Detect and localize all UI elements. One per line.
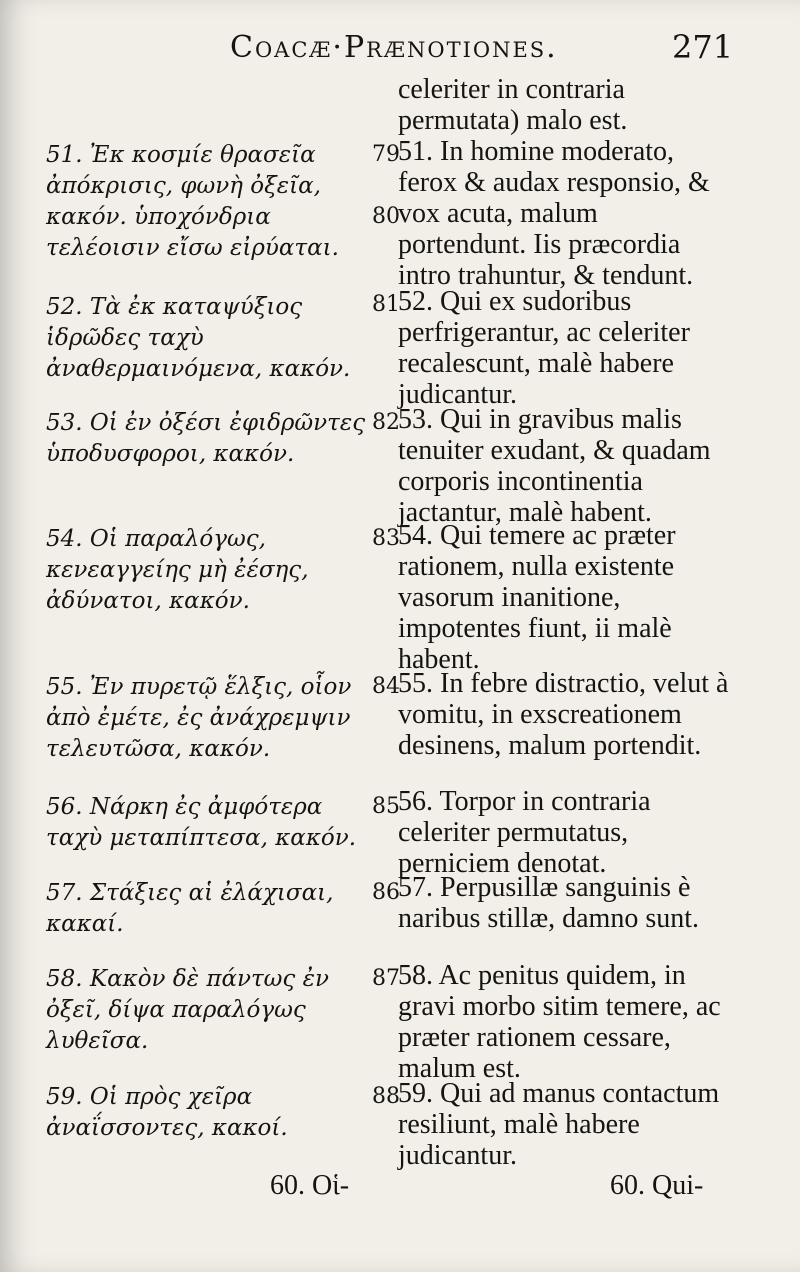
line-number: 81 xyxy=(372,292,400,317)
greek-aphorism-54 xyxy=(46,524,376,617)
line-number: 88 xyxy=(372,1084,400,1109)
latin-aphorism-51: 51. In homine moderato, ferox & audax responsio, & vox acuta, malum portendunt. Iis præcordia intro trahuntur, & tendunt. xyxy=(398,136,710,291)
aphorism-number: 53. xyxy=(46,410,83,436)
aphorism-number: 56. xyxy=(46,794,83,820)
catchword-latin: 60. Qui- xyxy=(610,1170,704,1201)
greek-aphorism-53 xyxy=(46,408,376,470)
aphorism-text: Ἐκ κοσμίε θρασεῖα ἀπόκρισις, φωνὴ ὀξεῖα, κακόν. ὑποχόνδρια τελέοισιν εἴσω εἰρύαται. xyxy=(46,142,339,261)
latin-aphorism-54: 54. Qui temere ac præter rationem, nulla existente vasorum inanitione, impotentes fiunt, ii malè habent. xyxy=(398,520,676,675)
latin-aphorism-53: 53. Qui in gravibus malis tenuiter exudant, & quadam corporis incontinentia jactantur, malè habent. xyxy=(398,404,711,528)
aphorism-text: Οἱ πρὸς χεῖρα ἀναΐσσοντες, κακοί. xyxy=(46,1084,288,1141)
aphorism-text: Στάξιες αἱ ἐλάχισαι, κακαί. xyxy=(46,880,334,937)
greek-aphorism-51 xyxy=(46,140,376,264)
greek-aphorism-59 xyxy=(46,1082,376,1144)
line-number: 86 xyxy=(372,880,400,905)
latin-aphorism-57: 57. Perpusillæ sanguinis è naribus stillæ, damno sunt. xyxy=(398,872,699,934)
latin-aphorism-59: 59. Qui ad manus contactum resiliunt, malè habere judicantur. xyxy=(398,1078,720,1171)
aphorism-number: 55. xyxy=(46,674,83,700)
line-number: 83 xyxy=(372,526,400,551)
aphorism-text: Οἱ ἐν ὀξέσι ἐφιδρῶντες ὑποδυσφοροι, κακόν. xyxy=(46,410,366,467)
aphorism-number: 59. xyxy=(46,1084,83,1110)
aphorism-text: Οἱ παραλόγως, κενεαγγείης μὴ ἐέσης, ἀδύνατοι, κακόν. xyxy=(46,526,309,614)
greek-aphorism-52 xyxy=(46,292,376,385)
line-number: 85 xyxy=(372,794,400,819)
aphorism-number: 58. xyxy=(46,966,83,992)
greek-aphorism-58 xyxy=(46,964,376,1057)
running-title: Coacæ·Prænotiones. xyxy=(230,30,558,65)
latin-continuation: celeriter in contraria permutata) malo est. xyxy=(398,74,628,136)
aphorism-number: 57. xyxy=(46,880,83,906)
greek-aphorism-56 xyxy=(46,792,376,854)
line-number: 79 xyxy=(372,142,400,167)
page-number: 271 xyxy=(672,28,734,66)
latin-aphorism-58: 58. Ac penitus quidem, in gravi morbo sitim temere, ac præter rationem cessare, malum est. xyxy=(398,960,721,1084)
aphorism-text: Νάρκη ἐς ἀμφότερα ταχὺ μεταπίπτεσα, κακόν. xyxy=(46,794,357,851)
line-number: 82 xyxy=(372,410,400,435)
latin-aphorism-55: 55. In febre distractio, velut à vomitu, in exscreationem desinens, malum portendit. xyxy=(398,668,729,761)
aphorism-number: 54. xyxy=(46,526,83,552)
latin-aphorism-52: 52. Qui ex sudoribus perfrigerantur, ac celeriter recalescunt, malè habere judicantur. xyxy=(398,286,690,410)
line-number: 87 xyxy=(372,966,400,991)
line-number: 84 xyxy=(372,674,400,699)
aphorism-number: 51. xyxy=(46,142,83,168)
greek-aphorism-57 xyxy=(46,878,376,940)
line-number: 80 xyxy=(372,204,400,229)
aphorism-number: 52. xyxy=(46,294,83,320)
aphorism-text: Κακὸν δὲ πάντως ἐν ὀξεῖ, δίψα παραλόγως λυθεῖσα. xyxy=(46,966,329,1054)
aphorism-text: Τὰ ἐκ καταψύξιος ἱδρῶδες ταχὺ ἀναθερμαινόμενα, κακόν. xyxy=(46,294,351,382)
aphorism-text: Ἐν πυρετῷ ἕλξις, οἷον ἀπὸ ἐμέτε, ἐς ἀνάχρεμψιν τελευτῶσα, κακόν. xyxy=(46,674,352,762)
greek-aphorism-55 xyxy=(46,672,376,765)
catchword-greek: 60. Οἱ- xyxy=(270,1170,350,1201)
latin-aphorism-56: 56. Torpor in contraria celeriter permutatus, perniciem denotat. xyxy=(398,786,651,879)
